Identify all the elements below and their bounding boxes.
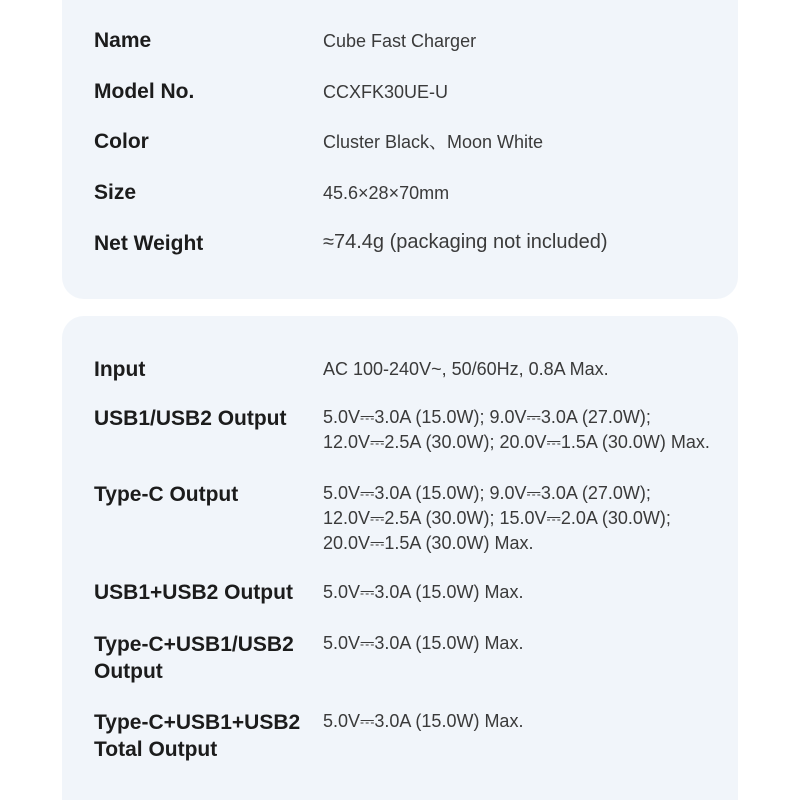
spec-label-color: Color <box>94 130 149 153</box>
spec-value-type-c-usb1-usb2-output: 5.0V⎓3.0A (15.0W) Max. <box>323 633 524 653</box>
spec-label-input: Input <box>94 358 146 381</box>
spec-value-type-c-output: 5.0V⎓3.0A (15.0W); 9.0V⎓3.0A (27.0W); 12.0V⎓2.5A (30.0W); 15.0V⎓2.0A (30.0W); 20.0V⎓1.5A (30.0W) Max. <box>323 483 671 553</box>
spec-value-total-output: 5.0V⎓3.0A (15.0W) Max. <box>323 711 524 731</box>
spec-value-usb1-usb2-output: 5.0V⎓3.0A (15.0W); 9.0V⎓3.0A (27.0W); 12.0V⎓2.5A (30.0W); 20.0V⎓1.5A (30.0W) Max. <box>323 407 710 452</box>
spec-value-color: Cluster Black、Moon White <box>323 132 544 152</box>
spec-value-size: 45.6×28×70mm <box>323 183 450 203</box>
spec-label-type-c-usb1-usb2-output: Type-C+USB1/USB2 Output <box>94 633 294 683</box>
spec-value-input: AC 100-240V~, 50/60Hz, 0.8A Max. <box>323 359 609 379</box>
spec-label-name: Name <box>94 29 152 52</box>
spec-label-usb1-usb2-output: USB1/USB2 Output <box>94 407 287 430</box>
spec-label-usb1-usb2-combined-output: USB1+USB2 Output <box>94 581 293 604</box>
spec-label-type-c-output: Type-C Output <box>94 483 239 506</box>
spec-label-net-weight: Net Weight <box>94 232 204 255</box>
spec-value-model-no: CCXFK30UE-U <box>323 82 449 102</box>
spec-label-model-no: Model No. <box>94 80 195 103</box>
spec-label-total-output: Type-C+USB1+USB2 Total Output <box>94 711 301 761</box>
spec-value-name: Cube Fast Charger <box>323 31 477 51</box>
spec-value-usb1-usb2-combined-output: 5.0V⎓3.0A (15.0W) Max. <box>323 582 524 602</box>
spec-label-size: Size <box>94 181 137 204</box>
spec-value-net-weight: ≈74.4g (packaging not included) <box>323 231 608 253</box>
